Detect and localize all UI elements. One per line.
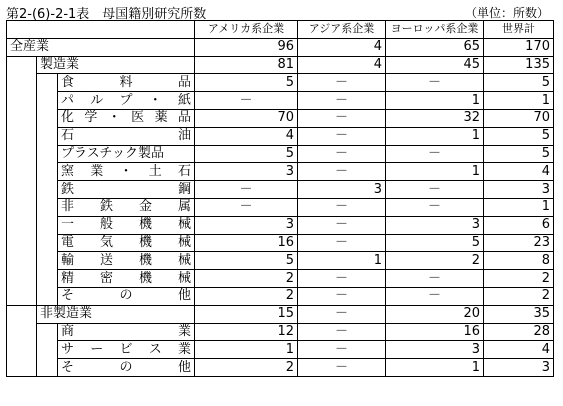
indent-cell <box>37 216 58 234</box>
table-row <box>7 198 554 216</box>
value-cell: － <box>386 287 484 305</box>
value-cell: 1 <box>195 341 298 359</box>
indent-cell <box>37 127 58 145</box>
value-cell: － <box>298 305 386 323</box>
row-label: 全産業 <box>7 38 195 56</box>
table-row <box>7 270 554 288</box>
row-label-text: 一 般 機 械 <box>61 217 191 233</box>
value-cell: － <box>386 270 484 288</box>
value-cell: 65 <box>386 38 484 56</box>
value-cell: 3 <box>484 181 554 199</box>
indent-cell <box>37 181 58 199</box>
table-row <box>7 323 554 341</box>
value-cell: － <box>298 323 386 341</box>
value-cell: － <box>298 74 386 92</box>
row-label-text: 非 鉄 金 属 <box>61 199 191 215</box>
indent-cell <box>7 92 37 110</box>
value-cell: 28 <box>484 323 554 341</box>
value-cell: 3 <box>298 181 386 199</box>
value-cell: 135 <box>484 56 554 74</box>
value-cell: － <box>298 270 386 288</box>
value-cell: 1 <box>386 92 484 110</box>
value-cell: － <box>298 234 386 252</box>
indent-cell <box>7 163 37 181</box>
table-row <box>7 56 554 74</box>
table-title: 第2-(6)-2-1表 母国籍別研究所数 <box>6 7 207 22</box>
indent-cell <box>7 145 37 163</box>
indent-cell <box>37 74 58 92</box>
value-cell: 3 <box>484 359 554 377</box>
header-row <box>7 21 554 39</box>
row-label <box>58 270 195 288</box>
value-cell: 2 <box>484 287 554 305</box>
value-cell: － <box>195 181 298 199</box>
research-institutes-table <box>6 20 554 377</box>
row-label <box>58 127 195 145</box>
table-row <box>7 127 554 145</box>
value-cell: 70 <box>195 109 298 127</box>
row-label: 非製造業 <box>37 305 195 323</box>
table-row <box>7 287 554 305</box>
row-label-text: そ の 他 <box>61 359 191 375</box>
table-row <box>7 234 554 252</box>
indent-cell <box>7 341 37 359</box>
table-row <box>7 252 554 270</box>
value-cell: 70 <box>484 109 554 127</box>
table-row <box>7 74 554 92</box>
indent-cell <box>37 341 58 359</box>
row-label-text: 電 気 機 械 <box>61 234 191 250</box>
value-cell: － <box>298 198 386 216</box>
value-cell: 4 <box>298 56 386 74</box>
indent-cell <box>7 270 37 288</box>
indent-cell <box>37 234 58 252</box>
value-cell: 16 <box>195 234 298 252</box>
col-header: アメリカ系企業 <box>195 21 298 39</box>
value-cell: 1 <box>386 127 484 145</box>
value-cell: － <box>298 92 386 110</box>
row-label <box>58 252 195 270</box>
table-body <box>7 38 554 376</box>
value-cell: 15 <box>195 305 298 323</box>
col-header: 世界計 <box>484 21 554 39</box>
value-cell: 4 <box>195 127 298 145</box>
value-cell: 5 <box>195 252 298 270</box>
indent-cell <box>37 163 58 181</box>
value-cell: 81 <box>195 56 298 74</box>
row-label-text: 石 油 <box>61 128 191 144</box>
indent-cell <box>7 359 37 377</box>
indent-cell <box>37 287 58 305</box>
indent-cell <box>7 323 37 341</box>
indent-cell <box>37 198 58 216</box>
row-label <box>58 359 195 377</box>
value-cell: － <box>195 92 298 110</box>
indent-cell <box>7 109 37 127</box>
indent-cell <box>7 74 37 92</box>
value-cell: － <box>298 359 386 377</box>
row-label <box>58 74 195 92</box>
row-label: 製造業 <box>37 56 195 74</box>
value-cell: － <box>195 198 298 216</box>
indent-cell <box>7 216 37 234</box>
table-row <box>7 359 554 377</box>
row-label <box>58 181 195 199</box>
row-label <box>58 323 195 341</box>
row-label-text: そ の 他 <box>61 288 191 304</box>
row-label-text: パ ル プ ・ 紙 <box>61 92 191 108</box>
row-label <box>58 234 195 252</box>
indent-cell <box>7 181 37 199</box>
row-label-text: 商 業 <box>61 323 191 339</box>
indent-cell <box>7 56 37 74</box>
header-blank <box>7 21 195 39</box>
indent-cell <box>37 359 58 377</box>
value-cell: － <box>298 216 386 234</box>
row-label-text: サ ー ビ ス 業 <box>61 341 191 357</box>
row-label-text: 食 料 品 <box>61 74 191 90</box>
row-label: プラスチック製品 <box>58 145 195 163</box>
table-row <box>7 216 554 234</box>
value-cell: 1 <box>298 252 386 270</box>
value-cell: 12 <box>195 323 298 341</box>
indent-cell <box>37 145 58 163</box>
indent-cell <box>37 323 58 341</box>
value-cell: 3 <box>195 163 298 181</box>
value-cell: － <box>298 287 386 305</box>
row-label <box>58 109 195 127</box>
indent-cell <box>37 270 58 288</box>
row-label <box>58 216 195 234</box>
value-cell: 35 <box>484 305 554 323</box>
value-cell: 20 <box>386 305 484 323</box>
value-cell: 6 <box>484 216 554 234</box>
value-cell: 3 <box>195 216 298 234</box>
table-row <box>7 163 554 181</box>
table-row <box>7 109 554 127</box>
value-cell: 5 <box>195 74 298 92</box>
value-cell: 1 <box>484 92 554 110</box>
table-row <box>7 145 554 163</box>
table-row <box>7 92 554 110</box>
row-label <box>58 198 195 216</box>
row-label <box>58 163 195 181</box>
value-cell: 2 <box>195 270 298 288</box>
value-cell: 1 <box>386 359 484 377</box>
indent-cell <box>37 92 58 110</box>
value-cell: － <box>386 198 484 216</box>
value-cell: － <box>386 74 484 92</box>
table-row <box>7 305 554 323</box>
value-cell: 2 <box>484 270 554 288</box>
value-cell: 2 <box>195 287 298 305</box>
value-cell: 96 <box>195 38 298 56</box>
row-label <box>58 341 195 359</box>
value-cell: 1 <box>386 163 484 181</box>
value-cell: － <box>298 163 386 181</box>
row-label-text: 鉄 鋼 <box>61 181 191 197</box>
value-cell: － <box>298 145 386 163</box>
value-cell: 32 <box>386 109 484 127</box>
value-cell: 16 <box>386 323 484 341</box>
col-header: アジア系企業 <box>298 21 386 39</box>
table-row <box>7 181 554 199</box>
row-label-text: 窯 業 ・ 土 石 <box>61 163 191 179</box>
indent-cell <box>7 234 37 252</box>
value-cell: － <box>386 181 484 199</box>
row-label <box>58 287 195 305</box>
indent-cell <box>7 198 37 216</box>
row-label <box>58 92 195 110</box>
value-cell: 5 <box>195 145 298 163</box>
indent-cell <box>37 252 58 270</box>
value-cell: 45 <box>386 56 484 74</box>
row-label-text: 輸 送 機 械 <box>61 252 191 268</box>
value-cell: 1 <box>484 198 554 216</box>
indent-cell <box>7 252 37 270</box>
row-label-text: 化 学 ・ 医 薬 品 <box>61 110 191 126</box>
table-row <box>7 341 554 359</box>
value-cell: 4 <box>484 163 554 181</box>
value-cell: 5 <box>484 127 554 145</box>
value-cell: 3 <box>386 341 484 359</box>
value-cell: 5 <box>484 74 554 92</box>
value-cell: 5 <box>386 234 484 252</box>
value-cell: 2 <box>386 252 484 270</box>
indent-cell <box>7 127 37 145</box>
indent-cell <box>7 287 37 305</box>
value-cell: 3 <box>386 216 484 234</box>
table-row <box>7 38 554 56</box>
value-cell: － <box>298 127 386 145</box>
indent-cell <box>7 305 37 323</box>
value-cell: 4 <box>298 38 386 56</box>
indent-cell <box>37 109 58 127</box>
value-cell: 4 <box>484 341 554 359</box>
unit-note: （単位：所数） <box>464 6 549 20</box>
value-cell: － <box>298 109 386 127</box>
value-cell: － <box>386 145 484 163</box>
col-header: ヨーロッパ系企業 <box>386 21 484 39</box>
value-cell: 5 <box>484 145 554 163</box>
value-cell: － <box>298 341 386 359</box>
value-cell: 2 <box>195 359 298 377</box>
row-label-text: 精 密 機 械 <box>61 270 191 286</box>
value-cell: 23 <box>484 234 554 252</box>
value-cell: 170 <box>484 38 554 56</box>
value-cell: 8 <box>484 252 554 270</box>
